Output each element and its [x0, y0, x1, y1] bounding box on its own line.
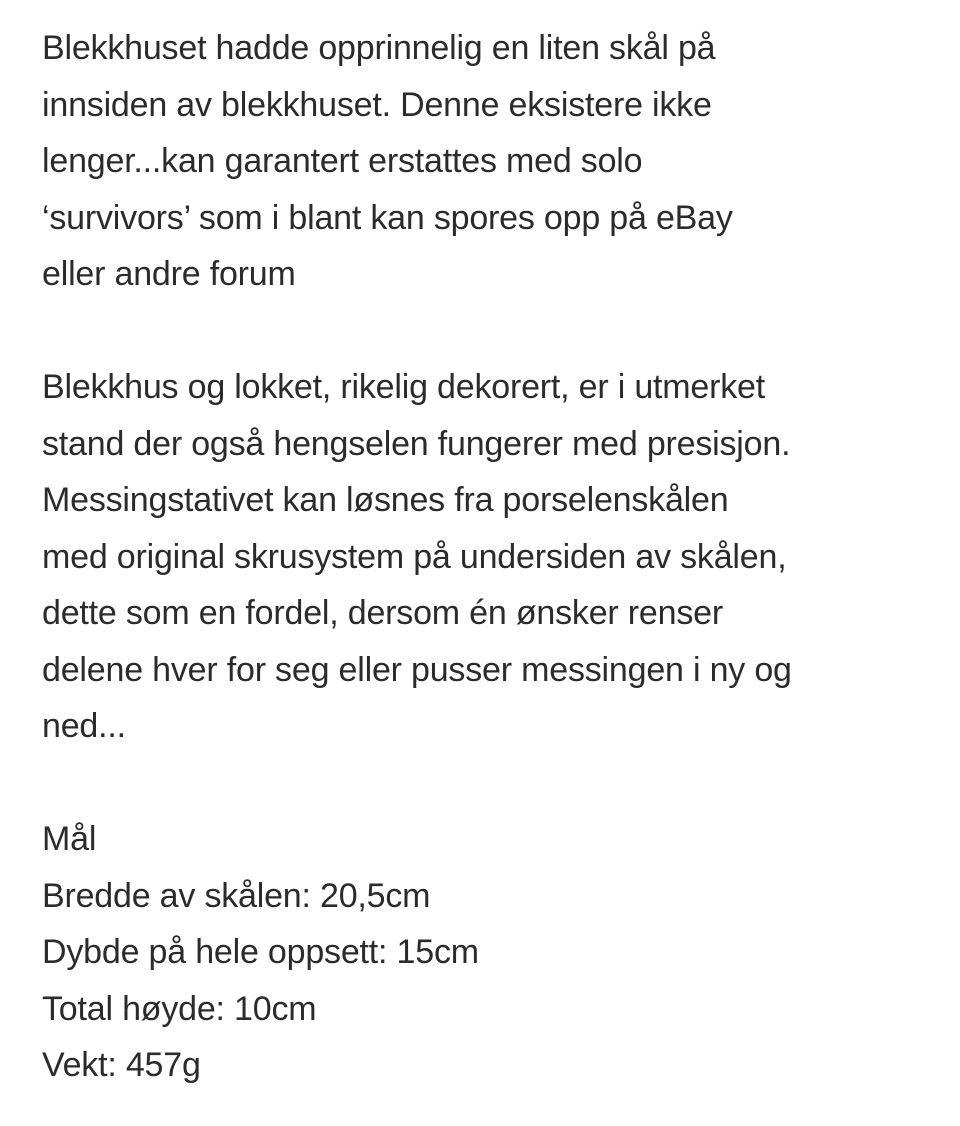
text-line: eller andre forum — [42, 255, 296, 293]
text-line: innsiden av blekkhuset. Denne eksistere ikke — [42, 85, 712, 124]
text-line: lenger...kan garantert erstattes med solo — [42, 142, 643, 180]
measurement-height: Total høyde: 10cm — [42, 989, 317, 1028]
measurement-width: Bredde av skålen: 20,5cm — [42, 876, 431, 915]
text-line: ‘survivors’ som i blant kan spores opp på eBay — [42, 198, 733, 237]
measurements-section — [42, 811, 942, 1094]
paragraph-spacer — [42, 303, 942, 360]
measurements-heading: Mål — [42, 820, 97, 858]
description-paragraph-condition — [42, 359, 942, 755]
measurement-weight: Vekt: 457g — [42, 1046, 201, 1084]
text-line: ned... — [42, 707, 126, 745]
text-line: Messingstativet kan løsnes fra porselenskålen — [42, 481, 729, 519]
text-line: stand der også hengselen fungerer med presisjon. — [42, 424, 791, 463]
description-paragraph-history — [42, 20, 942, 303]
text-line: dette som en fordel, dersom én ønsker renser — [42, 594, 723, 632]
text-line: Blekkhuset hadde opprinnelig en liten skål på — [42, 29, 716, 67]
text-line: Blekkhus og lokket, rikelig dekorert, er i utmerket — [42, 368, 765, 406]
item-description — [42, 20, 942, 1094]
measurement-depth: Dybde på hele oppsett: 15cm — [42, 933, 479, 971]
text-line: med original skrusystem på undersiden av skålen, — [42, 537, 787, 576]
text-line: delene hver for seg eller pusser messingen i ny og — [42, 650, 792, 689]
paragraph-spacer — [42, 755, 942, 812]
